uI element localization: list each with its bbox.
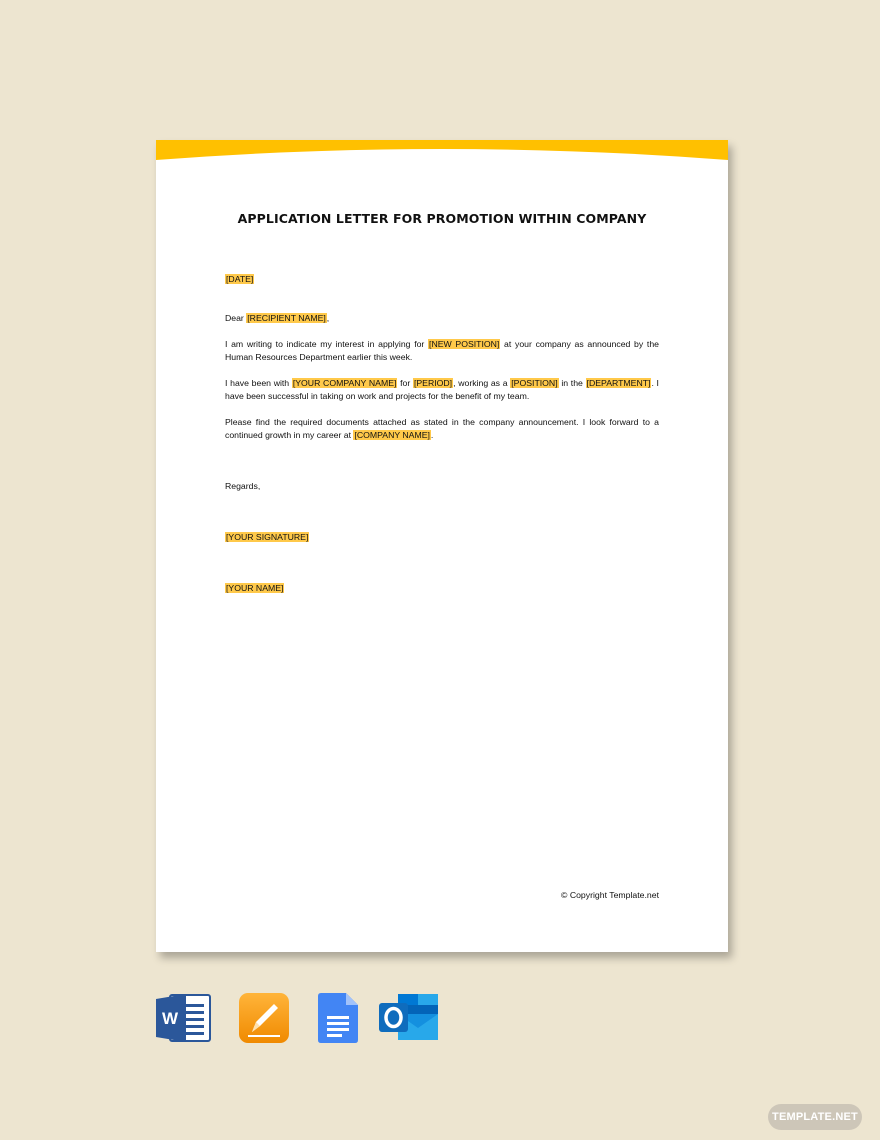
word-icon[interactable] [156, 992, 212, 1044]
your-company-name-placeholder[interactable]: [YOUR COMPANY NAME] [292, 378, 397, 388]
copyright-text: © Copyright Template.net [561, 890, 659, 900]
paragraph-text: , working as a [453, 378, 511, 388]
company-name-placeholder[interactable]: [COMPANY NAME] [354, 430, 430, 440]
greeting [225, 312, 659, 325]
greeting-prefix: Dear [225, 313, 247, 323]
department-placeholder[interactable]: [DEPARTMENT] [586, 378, 651, 388]
new-position-placeholder[interactable]: [NEW POSITION] [429, 339, 500, 349]
paragraph-text: I have been with [225, 378, 292, 388]
paragraph-text: I am writing to indicate my interest in applying for [225, 339, 429, 349]
paragraph-text: . I have been successful in taking on work and projects for the benefit of my team. [225, 378, 659, 401]
paragraph-documents [225, 416, 659, 442]
paragraph-text: . [430, 430, 434, 440]
greeting-suffix: , [326, 313, 330, 323]
signature-placeholder[interactable]: [YOUR SIGNATURE] [226, 532, 309, 542]
letter-page [156, 140, 728, 952]
date-placeholder[interactable]: [DATE] [226, 274, 254, 284]
paragraph-text: at your company as announced by the Human Resources Department earlier this week. [225, 339, 660, 362]
svg-text:W: W [161, 1009, 179, 1028]
paragraph-interest [225, 338, 659, 364]
paragraph-text: in the [558, 378, 586, 388]
header-wave-decoration [156, 140, 728, 162]
google-docs-icon[interactable] [316, 992, 360, 1044]
period-placeholder[interactable]: [PERIOD] [413, 378, 453, 388]
recipient-name-placeholder[interactable]: [RECIPIENT NAME] [247, 313, 326, 323]
outlook-icon[interactable] [378, 992, 440, 1044]
paragraph-experience [225, 377, 659, 403]
pages-icon[interactable] [238, 992, 290, 1044]
template-net-badge[interactable]: TEMPLATE.NET [768, 1104, 862, 1130]
closing: Regards, [225, 481, 261, 491]
letter-title: APPLICATION LETTER FOR PROMOTION WITHIN COMPANY [237, 211, 647, 226]
letter-body [225, 273, 659, 595]
paragraph-text: for [397, 378, 413, 388]
your-name-placeholder[interactable]: [YOUR NAME] [226, 583, 284, 593]
position-placeholder[interactable]: [POSITION] [511, 378, 558, 388]
paragraph-text: Please find the required documents attached as stated in the company announcement. I look forward to a continued growth in my career at [225, 417, 659, 440]
